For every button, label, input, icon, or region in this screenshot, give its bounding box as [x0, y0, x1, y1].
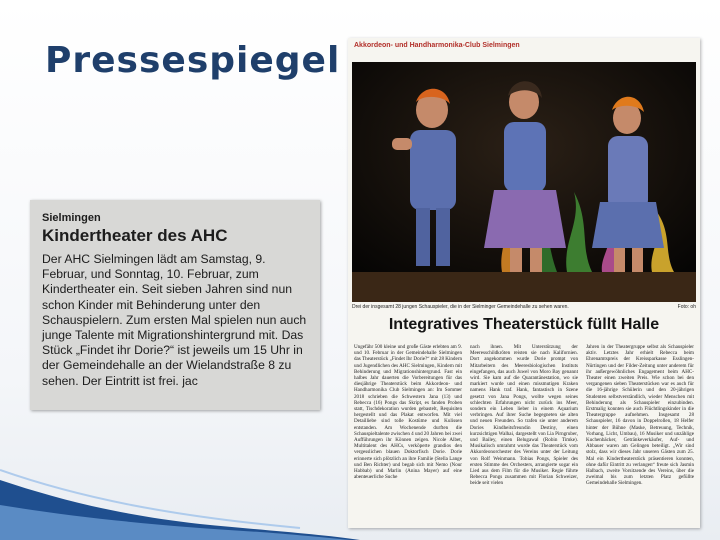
article-column-3: Jahren in der Theatergruppe selbst als Schauspieler aktiv. Letztes Jahr erhielt Rebecca beim Ehrenamtspreis der Kreissparkasse Esslingen-Nürtingen und der Filder-Zeitung unter anderem für ihr außergewöhnliches Engagement beim AHC-Theater einen zweiten Preis. Wie schon bei den vergangenen sieben Theaterstücken war es auch für die 16-jährige Schülerin und den 20-jährigen Studenten selbstverständlich, wieder Menschen mit Behinderung als Schauspieler einzubinden. Erstmalig konnten sie auch Flüchtlingskinder in die Theatergruppe aufnehmen. Insgesamt 28 Schauspieler, 16 davon in Doppelrollen, 18 Helfer hinter der Bühne (Maske, Betreuung, Technik, Vorhang, Licht, Umbau), 16 Musiker und unzählige Kuchenbäcker, Getränkeverkäufer, Auf- und Abbauer waren am Gelingen beteiligt. „Wir sind stolz, dass wir dieses Jahr unseren Gästen zum 25. Mal ein Kindertheaterstück präsentieren konnten, ohne dafür Eintritt zu verlangen“ freute sich Jasmin Halbach, zweite Vorsitzende des Vereins, über die zweimal bis zum letzten Platz gefüllte Gemeindehalle Sielmingen.	[586, 344, 694, 487]
theater-photo	[352, 62, 696, 302]
club-line: Akkordeon- und Handharmonika-Club Sielmingen	[354, 42, 520, 49]
article-headline: Integratives Theaterstück füllt Halle	[388, 316, 660, 333]
stage-illustration	[352, 62, 696, 302]
clipping-location: Sielmingen	[42, 212, 101, 224]
newspaper-clipping-small	[30, 200, 320, 410]
clipping-headline: Kindertheater des AHC	[42, 226, 228, 245]
clipping-body: Der AHC Sielmingen lädt am Samstag, 9. Februar, und Sonntag, 10. Februar, zum Kindertheater ein. Seit sieben Jahren sind nun schon Kinder mit Behinderung unter den Schauspielern. Zum ersten Mal spielen nun auch junge Talente mit Migrationshintergrund mit. Das Stück „Findet ihr Dorie?“ ist jeweils um 15 Uhr in der Gemeindehalle an der Wielandstraße 8 zu sehen. Der Eintritt ist frei. jac	[42, 252, 307, 388]
photo-caption-row	[352, 304, 696, 310]
photo-caption: Drei der insgesamt 28 jungen Schauspieler, die in der Sielminger Gemeindehalle zu sehen waren.	[352, 304, 569, 310]
article-column-2: nach ihnen. Mit Unterstützung der Meeresschildkröten reisten sie nach Kalifornien. Dort angekommen wurde Dorie prompt von Mitarbeitern des Meeresbiologischen Instituts eingefangen, das auch Juwel von Moro Bay genannt wird. Sie kam auf die Quarantänestation, wo sie markiert wurde und einen missmutigen Kraken namens Hank traf. Hank, fantastisch in Szene gesetzt von Jana Pongs, wollte wegen seines schlechten Erfahrungen nicht zurück ins Meer, sondern ein Leben lieber in einem Aquarium verbringen. Auf ihrer Suche begegneten sie alten und neuen Freunden. So trafen sie unter anderem Dories Kindheitsfreundin Destiny, einen kurzsichtigen Walhai, dargestellt von Lia Pirngruber, und Bailey, einen Belugawal (Robin Timke). Musikalisch umrahmt wurde das Theaterstück vom Akkordeonorchester des Vereins unter der Leitung von Rolf Weinmann. Tobias Pongs, Spieler des ersten Stimme des Orchesters, arrangierte sogar ein Lied aus dem Film für die Musiker. Regie führte Rebecca Pongs zusammen mit Florian Schweizer, beide seit vielen	[470, 344, 578, 487]
slide-title: Pressespiegel	[45, 40, 341, 81]
newspaper-clipping-large	[348, 38, 700, 528]
article-column-1: Ungefähr 500 kleine und große Gäste erlebten am 9. und 10. Februar in der Gemeindehalle Sielmingen das Theaterstück „Findet Ihr Dorie?“ mit 28 Kindern und Jugendlichen des AHC Sielmingen, Kindern mit Behinderung und Migrationshintergrund. Fast ein halbes Jahr dauerten die Vorbereitungen für das diesjährige Theaterstück beim Akkordeon- und Handharmonika Club Sielmingen an: Im Sommer 2018 schrieben die Schwestern Jana (13) und Rebecca (16) Pongs das Skript, es fanden Proben statt, Tischdekoration wurden gebastelt, Requisiten hergestellt und das Plakat entworfen. Mit viel Detailliebe sind tolle Kostüme und Kulissen entstanden. Am Wochenende durften die Schauspieltalente zwischen 4 und 20 Jahren bei zwei Aufführungen ihr Können zeigen. Nicole Albet, Multitalent des AHCs, verköperte grandios den vergesslichen blauen Doktorfisch Dorie. Dorie erinnerte sich plötzlich an ihre Familie (Stella Lange und Ben Richter) und begab sich mit Nemo (Nour Habbab) und Marlin (Anina Mayer) auf eine abenteuerliche Suche	[354, 344, 462, 481]
photo-credit: Foto: oh	[677, 304, 696, 310]
decorative-swoosh	[0, 460, 720, 540]
